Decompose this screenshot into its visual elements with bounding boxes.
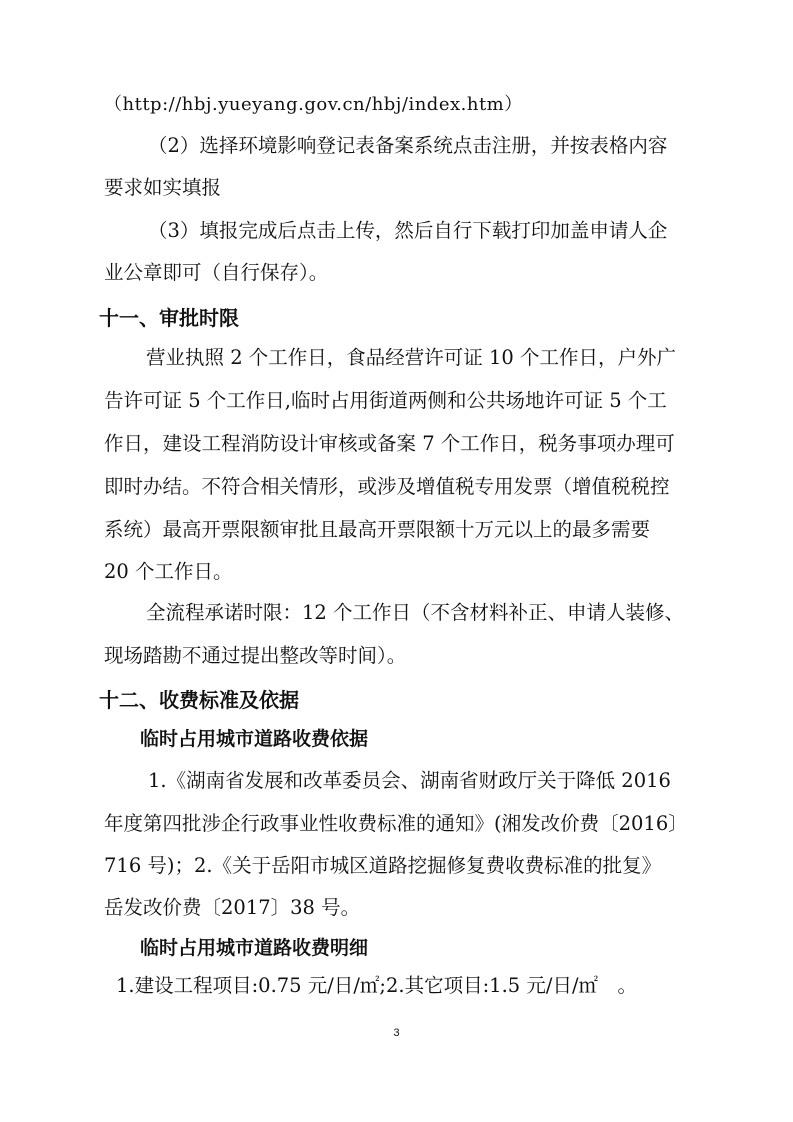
step-3-text-cont: 业公章即可（自行保存）。 [104, 261, 329, 284]
paragraph-line: 716 号)；2.《关于岳阳市城区道路挖掘修复费收费标准的批复》 [104, 854, 662, 877]
section-heading-fees: 十二、收费标准及依据 [99, 688, 299, 712]
page-number: 3 [393, 1027, 400, 1039]
step-3-text: （3）填报完成后点击上传，然后自行下载打印加盖申请人企 [148, 219, 668, 242]
subheading-fee-basis: 临时占用城市道路收费依据 [140, 728, 369, 750]
paragraph-line: 1.《湖南省发展和改革委员会、湖南省财政厅关于降低 2016 [148, 769, 671, 792]
step-2-text-cont: 要求如实填报 [104, 176, 222, 199]
paragraph-line: 告许可证 5 个工作日,临时占用街道两侧和公共场地许可证 5 个工 [104, 389, 667, 412]
registration-url-text: （http://hbj.yueyang.gov.cn/hbj/index.htm） [104, 94, 523, 115]
paragraph-line: 即时办结。不符合相关情形，或涉及增值税专用发票（增值税税控 [104, 475, 670, 498]
subheading-fee-details: 临时占用城市道路收费明细 [140, 937, 369, 959]
fee-details-line: 1.建设工程项目:0.75 元/日/㎡;2.其它项目:1.5 元/日/㎡ 。 [116, 974, 638, 997]
step-2-text: （2）选择环境影响登记表备案系统点击注册，并按表格内容 [148, 134, 668, 157]
paragraph-line: 年度第四批涉企行政事业性收费标准的通知》(湘发改价费〔2016〕 [104, 812, 688, 835]
paragraph-line: 作日，建设工程消防设计审核或备案 7 个工作日，税务事项办理可 [104, 432, 675, 455]
paragraph-line: 岳发改价费〔2017〕38 号。 [104, 896, 361, 919]
paragraph-line: 全流程承诺时限：12 个工作日（不含材料补正、申请人装修、 [146, 601, 685, 624]
section-heading-approval-time: 十一、审批时限 [99, 306, 239, 330]
paragraph-line: 系统）最高开票限额审批且最高开票限额十万元以上的最多需要 [104, 518, 651, 541]
paragraph-line: 现场踏勘不通过提出整改等时间）。 [104, 644, 407, 667]
paragraph-line: 20 个工作日。 [104, 560, 233, 583]
paragraph-line: 营业执照 2 个工作日，食品经营许可证 10 个工作日，户外广 [146, 346, 677, 369]
